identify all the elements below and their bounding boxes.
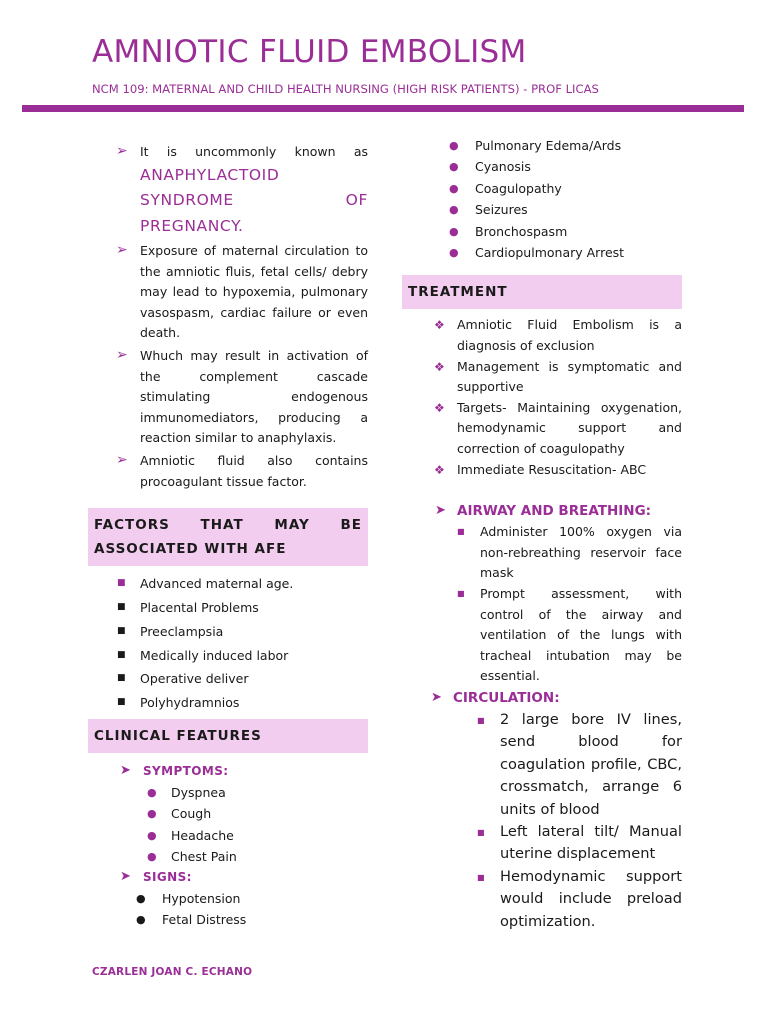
sign-text: Hypotension <box>162 891 241 907</box>
list-item <box>402 178 682 199</box>
circulation-text: Left lateral tilt/ Manual uterine displacement <box>500 822 682 863</box>
symptom-text: Chest Pain <box>171 848 237 864</box>
intro-lead: It is uncommonly known as <box>140 144 368 159</box>
intro-item <box>88 142 368 239</box>
square-bullet-icon: ■ <box>457 527 465 537</box>
list-item <box>402 821 682 866</box>
signs-label: SIGNS: <box>143 870 192 885</box>
intro-text: Amniotic fluid also contains procoagulant tissue factor. <box>140 453 368 489</box>
complication-text: Coagulopathy <box>475 180 562 196</box>
complications-list <box>402 135 682 263</box>
list-item <box>88 909 368 930</box>
list-item <box>402 315 682 356</box>
dot-bullet-icon: ● <box>449 246 459 260</box>
intro-text: Whuch may result in activation of the complement cascade stimulating endogenous immunomediators, producing a reaction similar to anaphylaxis. <box>140 348 368 446</box>
header-divider <box>22 105 744 112</box>
dot-bullet-icon: ● <box>147 849 157 863</box>
dot-bullet-icon: ● <box>449 181 459 195</box>
list-item <box>402 199 682 220</box>
treatment-text: Amniotic Fluid Embolism is a diagnosis of exclusion <box>457 317 682 354</box>
circulation-list <box>402 709 682 933</box>
treatment-heading: TREATMENT <box>402 275 682 309</box>
airway-heading <box>402 500 682 522</box>
list-item <box>88 572 368 596</box>
arrow-bullet-icon: ➤ <box>120 763 132 778</box>
diamond-bullet-icon: ❖ <box>434 462 445 477</box>
circulation-heading <box>402 687 682 709</box>
factor-text: Preeclampsia <box>140 623 224 639</box>
emphasis-line: SYNDROME OF <box>140 191 368 210</box>
list-item <box>147 782 368 803</box>
list-item <box>402 398 682 460</box>
author-footer: CZARLEN JOAN C. ECHANO <box>92 966 253 978</box>
list-item <box>88 620 368 644</box>
arrow-bullet-icon: ➢ <box>116 242 128 259</box>
dot-bullet-icon: ● <box>147 786 157 799</box>
right-column <box>402 135 682 933</box>
symptoms-heading <box>88 761 368 782</box>
symptoms-list <box>88 782 368 867</box>
list-item <box>402 460 682 481</box>
symptom-text: Headache <box>171 827 234 843</box>
diamond-bullet-icon: ❖ <box>434 359 445 374</box>
arrow-bullet-icon: ➢ <box>116 452 128 469</box>
list-item <box>147 803 368 824</box>
list-item <box>147 825 368 846</box>
page-title: AMNIOTIC FLUID EMBOLISM <box>92 34 527 70</box>
factors-heading <box>88 508 368 566</box>
dot-bullet-icon: ● <box>147 807 157 821</box>
circulation-label: CIRCULATION: <box>453 689 560 706</box>
square-bullet-icon: ■ <box>117 602 126 613</box>
intro-item <box>88 241 368 344</box>
airway-text: Prompt assessment, with control of the airway and ventilation of the lungs with tracheal intubation may be essential. <box>480 585 682 684</box>
circulation-text: Hemodynamic support would include preload optimization. <box>500 867 682 930</box>
square-bullet-icon: ■ <box>117 697 126 708</box>
list-item <box>402 357 682 398</box>
dot-bullet-icon: ● <box>449 203 459 217</box>
factor-text: Advanced maternal age. <box>140 576 294 592</box>
symptom-text: Dyspnea <box>171 785 226 800</box>
square-bullet-icon: ■ <box>457 588 465 598</box>
emphasis-line: PREGNANCY. <box>140 216 244 235</box>
treatment-list <box>402 315 682 480</box>
left-column <box>88 142 368 931</box>
arrow-bullet-icon: ➤ <box>435 503 446 519</box>
square-bullet-icon: ■ <box>477 872 485 882</box>
emphasis-line: ANAPHYLACTOID <box>140 165 280 184</box>
dot-bullet-icon: ● <box>449 224 459 238</box>
list-item <box>88 596 368 620</box>
complication-text: Cardiopulmonary Arrest <box>475 245 625 261</box>
treatment-text: Immediate Resuscitation- ABC <box>457 461 647 477</box>
square-bullet-icon: ■ <box>477 715 485 725</box>
arrow-bullet-icon: ➢ <box>116 143 128 159</box>
factors-heading-line: FACTORS THAT MAY BE <box>94 517 362 534</box>
list-item <box>402 156 682 177</box>
square-bullet-icon: ■ <box>117 673 126 684</box>
square-bullet-icon: ■ <box>477 827 485 837</box>
list-item <box>147 846 368 867</box>
intro-item <box>88 346 368 449</box>
dot-bullet-icon: ● <box>136 913 146 927</box>
treatment-text: Management is symptomatic and supportive <box>457 358 682 395</box>
intro-emphasis <box>140 163 368 240</box>
airway-text: Administer 100% oxygen via non-rebreathing reservoir face mask <box>480 524 682 581</box>
diamond-bullet-icon: ❖ <box>434 318 445 333</box>
list-item <box>88 888 368 909</box>
signs-list <box>88 888 368 931</box>
factor-text: Medically induced labor <box>140 647 289 663</box>
circulation-text: 2 large bore IV lines, send blood for coagulation profile, CBC, crossmatch, arrange 6 units of blood <box>500 710 682 818</box>
list-item <box>88 691 368 715</box>
page-subtitle: NCM 109: MATERNAL AND CHILD HEALTH NURSING (HIGH RISK PATIENTS) - PROF LICAS <box>92 82 599 96</box>
list-item <box>402 584 682 687</box>
airway-list <box>402 522 682 687</box>
list-item <box>402 135 682 156</box>
signs-heading <box>88 867 368 888</box>
symptoms-label: SYMPTOMS: <box>143 764 229 778</box>
treatment-text: Targets- Maintaining oxygenation, hemodynamic support and correction of coagulopathy <box>457 399 682 456</box>
square-bullet-icon: ■ <box>117 649 126 660</box>
complication-text: Bronchospasm <box>475 223 568 239</box>
factor-text: Placental Problems <box>140 600 259 616</box>
sign-text: Fetal Distress <box>162 912 247 928</box>
list-item <box>88 667 368 691</box>
complication-text: Pulmonary Edema/Ards <box>475 138 622 153</box>
factor-text: Operative deliver <box>140 671 249 687</box>
diamond-bullet-icon: ❖ <box>434 400 445 415</box>
complication-text: Seizures <box>475 202 528 218</box>
dot-bullet-icon: ● <box>449 139 459 152</box>
arrow-bullet-icon: ➤ <box>120 869 132 885</box>
factors-list <box>88 572 368 715</box>
list-item <box>402 221 682 242</box>
square-bullet-icon: ■ <box>117 578 126 589</box>
list-item <box>402 242 682 263</box>
list-item <box>402 866 682 933</box>
dot-bullet-icon: ● <box>147 828 157 842</box>
factor-text: Polyhydramnios <box>140 695 240 711</box>
intro-item <box>88 451 368 492</box>
square-bullet-icon: ■ <box>117 625 126 636</box>
arrow-bullet-icon: ➢ <box>116 347 128 364</box>
airway-label: AIRWAY AND BREATHING: <box>457 503 652 520</box>
list-item <box>88 644 368 668</box>
intro-text: Exposure of maternal circulation to the amniotic fluis, fetal cells/ debry may lead to hypoxemia, pulmonary vasospasm, cardiac failure or even death. <box>140 243 368 341</box>
arrow-bullet-icon: ➤ <box>431 689 442 705</box>
clinical-heading: CLINICAL FEATURES <box>88 719 368 753</box>
symptom-text: Cough <box>171 806 212 822</box>
dot-bullet-icon: ● <box>449 160 459 174</box>
dot-bullet-icon: ● <box>136 892 146 906</box>
complication-text: Cyanosis <box>475 159 531 175</box>
list-item <box>402 709 682 821</box>
factors-heading-line: ASSOCIATED WITH AFE <box>94 541 287 558</box>
list-item <box>402 522 682 584</box>
